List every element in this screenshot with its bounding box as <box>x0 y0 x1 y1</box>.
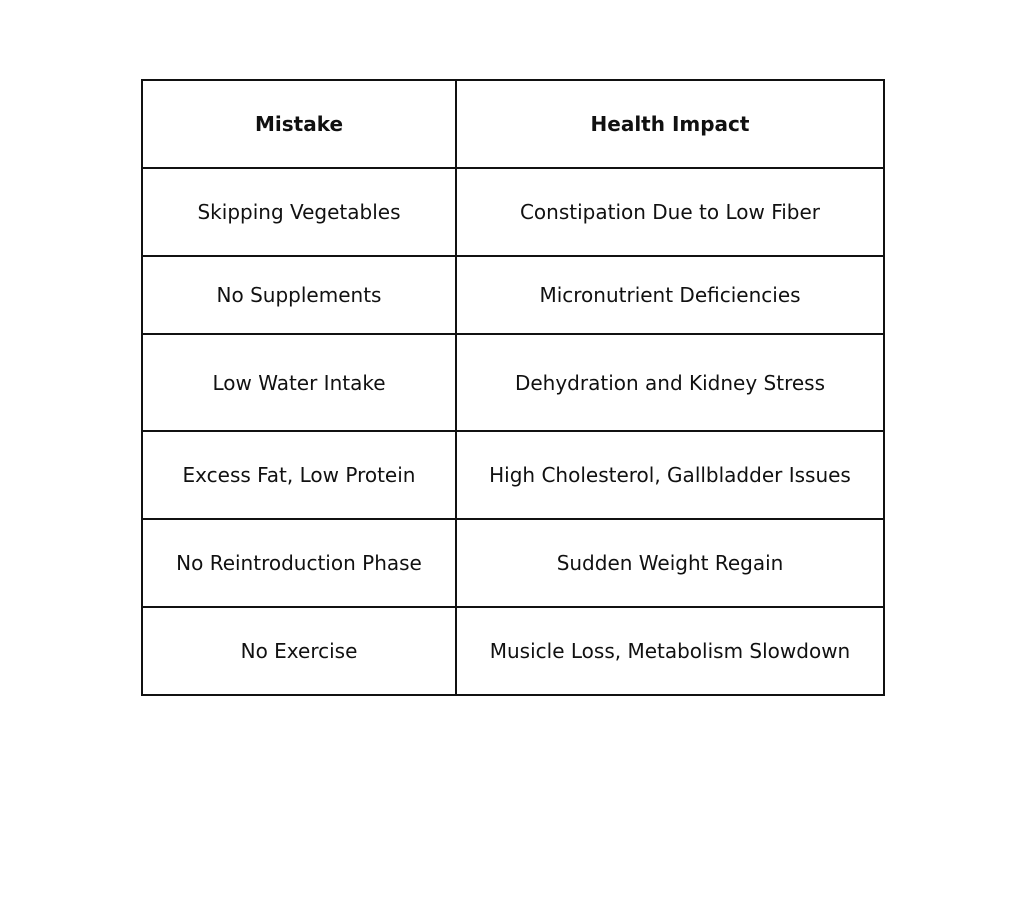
table-row <box>142 431 884 519</box>
health-impact-cell: Sudden Weight Regain <box>456 519 884 607</box>
mistake-cell: No Reintroduction Phase <box>142 519 456 607</box>
header-mistake: Mistake <box>142 80 456 168</box>
health-impact-cell: Micronutrient Deficiencies <box>456 256 884 334</box>
table-header-row <box>142 80 884 168</box>
table-row <box>142 168 884 256</box>
header-health-impact: Health Impact <box>456 80 884 168</box>
mistake-cell: Excess Fat, Low Protein <box>142 431 456 519</box>
health-impact-cell: Musicle Loss, Metabolism Slowdown <box>456 607 884 695</box>
mistakes-table <box>141 79 885 696</box>
table-row <box>142 256 884 334</box>
health-impact-cell: High Cholesterol, Gallbladder Issues <box>456 431 884 519</box>
health-impact-cell: Constipation Due to Low Fiber <box>456 168 884 256</box>
table-row <box>142 334 884 431</box>
mistake-cell: No Exercise <box>142 607 456 695</box>
mistake-cell: Low Water Intake <box>142 334 456 431</box>
table-row <box>142 607 884 695</box>
table-row <box>142 519 884 607</box>
health-impact-cell: Dehydration and Kidney Stress <box>456 334 884 431</box>
mistakes-table-container <box>141 79 885 696</box>
mistake-cell: No Supplements <box>142 256 456 334</box>
mistake-cell: Skipping Vegetables <box>142 168 456 256</box>
